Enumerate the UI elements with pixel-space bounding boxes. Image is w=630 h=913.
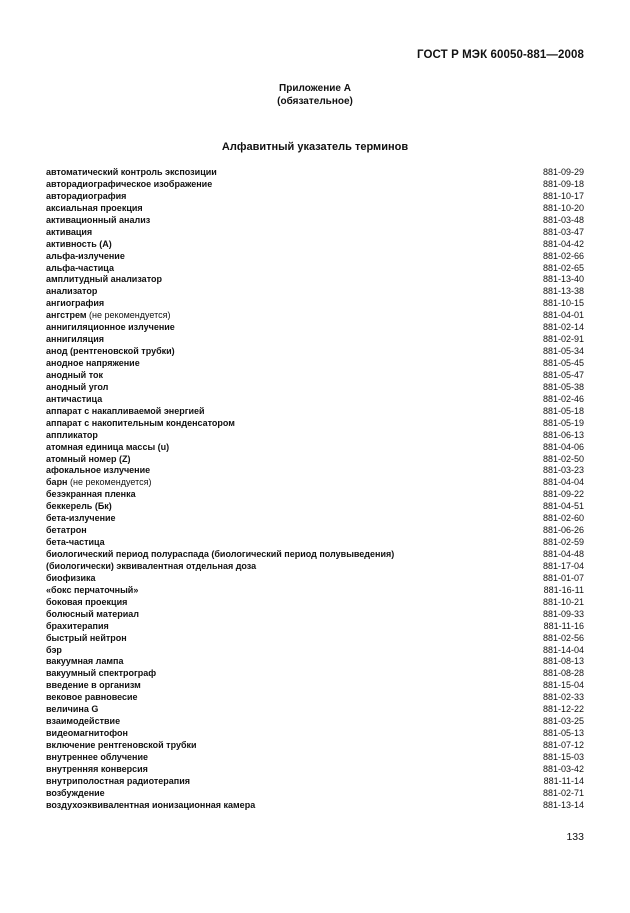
term-row xyxy=(46,346,584,358)
term-entry xyxy=(46,716,120,728)
term-code: 881-04-01 xyxy=(542,310,584,321)
term-code: 881-02-59 xyxy=(542,537,584,548)
term-entry xyxy=(46,561,256,573)
term-index-list xyxy=(46,167,584,812)
term-entry xyxy=(46,597,127,609)
term-code: 881-02-33 xyxy=(542,692,584,703)
term-code: 881-03-42 xyxy=(542,763,584,774)
term-row xyxy=(46,585,584,597)
term-row xyxy=(46,525,584,537)
term-row xyxy=(46,167,584,179)
term-row xyxy=(46,800,584,812)
term-text: бэр xyxy=(46,644,62,655)
term-entry xyxy=(46,346,175,358)
term-entry xyxy=(46,645,62,657)
term-entry xyxy=(46,740,197,752)
term-row xyxy=(46,227,584,239)
term-text: болюсный материал xyxy=(46,608,139,619)
annex-subtitle: (обязательное) xyxy=(277,95,353,107)
term-row xyxy=(46,549,584,561)
term-text: анодное напряжение xyxy=(46,358,140,368)
term-note: (не рекомендуется) xyxy=(70,477,152,488)
term-text: авторадиографическое изображение xyxy=(46,178,213,189)
term-row xyxy=(46,740,584,752)
term-entry xyxy=(46,322,175,334)
annex-heading xyxy=(0,83,630,108)
term-row xyxy=(46,645,584,657)
term-row xyxy=(46,537,584,549)
term-row xyxy=(46,752,584,764)
term-text: внутреннее облучение xyxy=(46,751,149,762)
term-code: 881-05-19 xyxy=(542,417,584,428)
term-text: брахитерапия xyxy=(46,620,109,631)
term-text: аппликатор xyxy=(46,429,98,440)
term-entry xyxy=(46,465,150,477)
term-text: взаимодействие xyxy=(46,716,121,727)
term-text: включение рентгеновской трубки xyxy=(46,740,197,750)
term-code: 881-02-66 xyxy=(542,250,584,261)
term-text: быстрый нейтрон xyxy=(46,632,127,643)
term-row xyxy=(46,465,584,477)
term-text: активационный анализ xyxy=(46,214,151,225)
term-text: анод (рентгеновской трубки) xyxy=(46,346,175,357)
term-code: 881-16-11 xyxy=(543,584,584,595)
term-entry xyxy=(46,501,112,513)
term-code: 881-13-38 xyxy=(542,286,584,297)
term-entry xyxy=(46,203,143,215)
term-row xyxy=(46,251,584,263)
term-text: аппарат с накапливаемой энергией xyxy=(46,405,205,416)
term-text: бета-частица xyxy=(46,537,105,548)
term-row xyxy=(46,358,584,370)
term-text: ангстрем xyxy=(46,310,87,321)
term-row xyxy=(46,728,584,740)
term-entry xyxy=(46,382,108,394)
term-code: 881-03-23 xyxy=(542,465,584,476)
term-text: аннигиляция xyxy=(46,334,104,345)
term-entry xyxy=(46,370,103,382)
term-code: 881-03-25 xyxy=(542,716,584,727)
term-code: 881-04-04 xyxy=(542,477,584,488)
term-text: величина G xyxy=(46,704,99,715)
term-entry xyxy=(46,251,125,263)
term-text: бета-излучение xyxy=(46,513,116,524)
term-entry xyxy=(46,764,148,776)
term-row xyxy=(46,764,584,776)
term-entry xyxy=(46,227,92,239)
term-code: 881-02-60 xyxy=(542,513,584,524)
term-row xyxy=(46,716,584,728)
term-code: 881-02-14 xyxy=(542,322,584,333)
term-code: 881-04-06 xyxy=(542,441,584,452)
term-entry xyxy=(46,477,151,489)
term-code: 881-14-04 xyxy=(542,644,584,655)
term-code: 881-05-18 xyxy=(542,405,584,416)
term-text: аннигиляционное излучение xyxy=(46,322,175,333)
term-code: 881-02-50 xyxy=(542,453,584,464)
term-row xyxy=(46,322,584,334)
term-row xyxy=(46,394,584,406)
term-entry xyxy=(46,537,105,549)
term-text: биологический период полураспада (биологический период полувыведения) xyxy=(46,549,395,559)
term-code: 881-13-40 xyxy=(542,274,584,285)
term-code: 881-15-03 xyxy=(542,751,584,762)
term-text: вакуумный спектрограф xyxy=(46,668,157,679)
term-text: афокальное излучение xyxy=(46,465,151,476)
term-entry xyxy=(46,179,212,191)
term-row xyxy=(46,334,584,346)
term-note: (не рекомендуется) xyxy=(89,310,171,321)
term-code: 881-09-33 xyxy=(542,608,584,619)
term-row xyxy=(46,203,584,215)
term-code: 881-06-13 xyxy=(542,429,584,440)
term-entry xyxy=(46,692,138,704)
term-code: 881-02-46 xyxy=(542,393,584,404)
term-row xyxy=(46,239,584,251)
term-code: 881-06-26 xyxy=(542,525,584,536)
term-code: 881-09-29 xyxy=(542,167,584,177)
term-code: 881-03-47 xyxy=(542,226,584,237)
term-text: атомный номер (Z) xyxy=(46,453,131,464)
term-text: беккерель (Бк) xyxy=(46,501,112,512)
term-code: 881-09-22 xyxy=(542,489,584,500)
term-text: видеомагнитофон xyxy=(46,728,128,739)
term-text: боковая проекция xyxy=(46,596,128,607)
term-entry xyxy=(46,274,162,286)
term-row xyxy=(46,668,584,680)
term-row xyxy=(46,406,584,418)
term-entry xyxy=(46,776,190,788)
term-text: альфа-излучение xyxy=(46,250,125,261)
term-entry xyxy=(46,609,139,621)
term-code: 881-03-48 xyxy=(542,214,584,225)
term-row xyxy=(46,454,584,466)
term-text: авторадиография xyxy=(46,190,127,201)
term-code: 881-04-48 xyxy=(542,549,584,559)
term-code: 881-09-18 xyxy=(542,178,584,189)
term-entry xyxy=(46,418,235,430)
term-entry xyxy=(46,525,87,537)
term-entry xyxy=(46,454,130,466)
term-code: 881-11-16 xyxy=(543,620,584,631)
term-entry xyxy=(46,334,104,346)
term-row xyxy=(46,513,584,525)
term-row xyxy=(46,609,584,621)
term-row xyxy=(46,215,584,227)
term-text: бетатрон xyxy=(46,525,87,536)
term-entry xyxy=(46,310,171,322)
term-entry xyxy=(46,549,394,561)
term-text: воздухоэквивалентная ионизационная камера xyxy=(46,799,256,810)
term-code: 881-10-15 xyxy=(542,298,584,309)
term-row xyxy=(46,573,584,585)
term-text: барн xyxy=(46,477,68,488)
term-text: активность (A) xyxy=(46,238,112,249)
term-text: (биологически) эквивалентная отдельная доза xyxy=(46,560,257,571)
term-code: 881-04-42 xyxy=(542,238,584,249)
term-code: 881-02-91 xyxy=(542,334,584,345)
term-code: 881-08-28 xyxy=(542,668,584,679)
term-row xyxy=(46,656,584,668)
term-entry xyxy=(46,298,104,310)
term-row xyxy=(46,561,584,573)
term-entry xyxy=(46,406,205,418)
term-entry xyxy=(46,585,138,597)
term-code: 881-17-04 xyxy=(542,560,584,571)
term-code: 881-07-12 xyxy=(542,740,584,750)
term-code: 881-10-17 xyxy=(542,190,584,201)
term-row xyxy=(46,680,584,692)
page-number: 133 xyxy=(566,831,584,843)
term-text: анодный ток xyxy=(46,369,103,380)
term-row xyxy=(46,633,584,645)
term-code: 881-04-51 xyxy=(542,501,584,512)
term-row xyxy=(46,597,584,609)
term-entry xyxy=(46,633,127,645)
term-text: альфа-частица xyxy=(46,262,114,273)
term-text: возбуждение xyxy=(46,787,105,798)
term-text: введение в организм xyxy=(46,680,141,691)
term-code: 881-02-71 xyxy=(542,787,584,798)
term-text: ангиография xyxy=(46,298,105,309)
term-code: 881-11-14 xyxy=(543,775,584,786)
term-entry xyxy=(46,263,114,275)
term-row xyxy=(46,788,584,800)
term-row xyxy=(46,704,584,716)
term-code: 881-01-07 xyxy=(542,572,584,583)
term-code: 881-05-47 xyxy=(542,369,584,380)
term-row xyxy=(46,382,584,394)
term-entry xyxy=(46,394,102,406)
term-entry xyxy=(46,167,217,179)
term-code: 881-10-21 xyxy=(542,596,584,607)
term-code: 881-12-22 xyxy=(542,704,584,715)
term-row xyxy=(46,298,584,310)
term-entry xyxy=(46,442,169,454)
term-row xyxy=(46,477,584,489)
standard-designation: ГОСТ Р МЭК 60050-881—2008 xyxy=(417,49,584,61)
term-row xyxy=(46,370,584,382)
term-text: атомная единица массы (u) xyxy=(46,441,170,452)
term-code: 881-05-38 xyxy=(542,381,584,392)
term-entry xyxy=(46,656,124,668)
term-row xyxy=(46,286,584,298)
term-row xyxy=(46,776,584,788)
annex-title: Приложение А xyxy=(279,83,351,94)
term-text: амплитудный анализатор xyxy=(46,274,162,285)
term-entry xyxy=(46,239,112,251)
term-entry xyxy=(46,215,150,227)
term-row xyxy=(46,621,584,633)
term-row xyxy=(46,274,584,286)
term-row xyxy=(46,692,584,704)
term-row xyxy=(46,191,584,203)
term-entry xyxy=(46,680,141,692)
term-text: античастица xyxy=(46,393,103,404)
term-code: 881-05-13 xyxy=(542,728,584,739)
term-entry xyxy=(46,430,98,442)
term-code: 881-08-13 xyxy=(542,656,584,667)
term-text: внутриполостная радиотерапия xyxy=(46,775,190,786)
term-code: 881-05-45 xyxy=(542,358,584,368)
term-entry xyxy=(46,621,109,633)
term-text: «бокс перчаточный» xyxy=(46,584,139,595)
term-row xyxy=(46,310,584,322)
term-row xyxy=(46,179,584,191)
term-entry xyxy=(46,800,255,812)
term-text: вековое равновесие xyxy=(46,692,138,703)
term-code: 881-05-34 xyxy=(542,346,584,357)
term-text: аппарат с накопительным конденсатором xyxy=(46,417,235,428)
index-title: Алфавитный указатель терминов xyxy=(221,141,409,153)
term-code: 881-02-56 xyxy=(542,632,584,643)
term-row xyxy=(46,489,584,501)
term-text: аксиальная проекция xyxy=(46,202,143,213)
term-text: автоматический контроль экспозиции xyxy=(46,167,217,177)
term-entry xyxy=(46,752,148,764)
term-entry xyxy=(46,358,140,370)
term-row xyxy=(46,442,584,454)
term-entry xyxy=(46,286,97,298)
term-entry xyxy=(46,668,156,680)
term-code: 881-02-65 xyxy=(542,262,584,273)
term-row xyxy=(46,430,584,442)
term-row xyxy=(46,501,584,513)
term-entry xyxy=(46,788,105,800)
term-entry xyxy=(46,728,128,740)
term-text: внутренняя конверсия xyxy=(46,763,148,774)
term-entry xyxy=(46,489,136,501)
term-text: вакуумная лампа xyxy=(46,656,124,667)
term-entry xyxy=(46,513,116,525)
term-text: безэкранная пленка xyxy=(46,489,136,500)
term-entry xyxy=(46,191,126,203)
term-text: анодный угол xyxy=(46,381,109,392)
term-text: активация xyxy=(46,226,93,237)
term-code: 881-15-04 xyxy=(542,680,584,691)
term-code: 881-13-14 xyxy=(542,799,584,810)
term-row xyxy=(46,263,584,275)
term-entry xyxy=(46,573,96,585)
term-entry xyxy=(46,704,98,716)
term-code: 881-10-20 xyxy=(542,202,584,213)
term-text: анализатор xyxy=(46,286,98,297)
term-row xyxy=(46,418,584,430)
term-text: биофизика xyxy=(46,572,96,583)
